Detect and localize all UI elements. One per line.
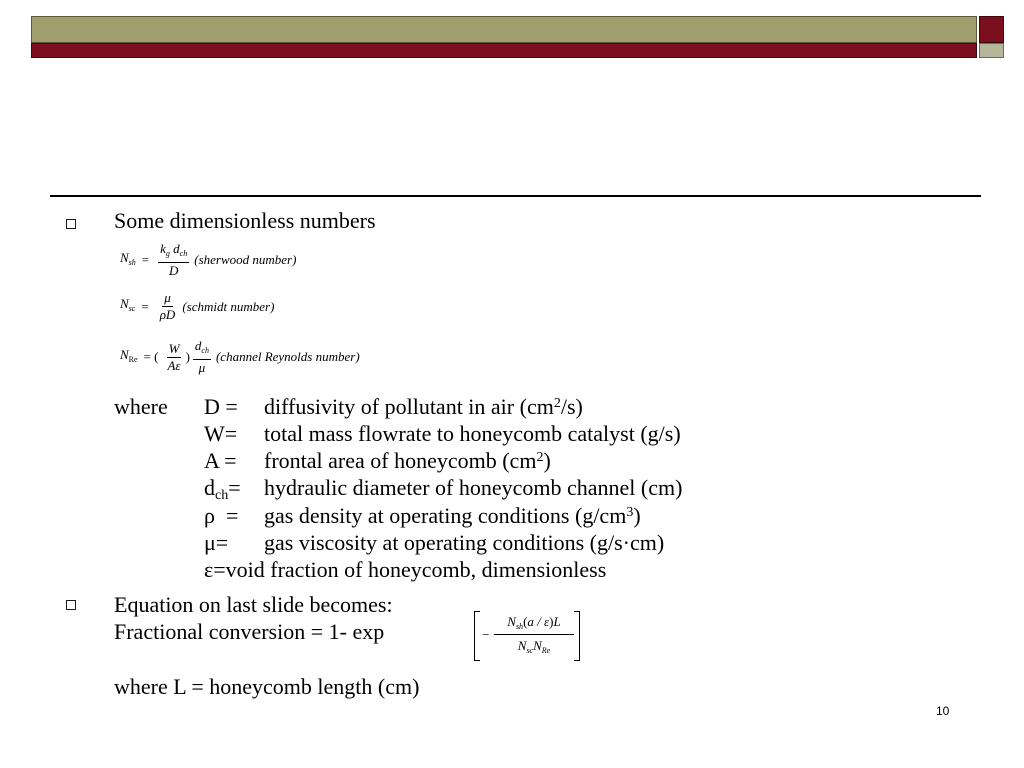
eq-equals: = [141,252,150,267]
eq-label: (sherwood number) [194,252,297,267]
equation-schmidt [120,291,274,322]
eq-symbol: $N_{Re}$ [120,346,138,364]
eq-symbol: $N_{sc}$ [120,296,136,313]
eq-label: (channel Reynolds number) [215,349,360,364]
header-bar-maroon [31,43,977,58]
bullet-title-dimensionless: Some dimensionless numbers [114,208,376,233]
exponent-denominator: $N_{sc}N_{Re}$ [517,638,551,655]
page-number: 10 [936,704,950,718]
eq-symbol: $N_{sh}$ [120,249,136,267]
minus-sign: − [482,627,490,642]
exponent-fraction-line [494,634,574,635]
exponent-numerator: $N_{sh}(a / \varepsilon)L$ [507,614,561,631]
equation-reynolds [120,339,360,375]
title-rule [50,195,981,197]
eq-equals: = [141,298,149,314]
eq-paren-close: ) [185,349,190,364]
eq-equals: = ( [143,349,159,364]
definition-row-dch: $d_{ch}=$ hydraulic diameter of honeycomb channel (cm) [204,475,683,503]
fractional-conversion-text: Fractional conversion = 1- exp [114,619,385,644]
where-label: where [114,394,168,419]
definition-row-d: D = diffusivity of pollutant in air $(cm^2/s)$ [204,394,583,419]
equation-sherwood [120,242,296,278]
definition-row-epsilon: ε=void fraction of honeycomb, dimensionless [204,557,607,582]
header-square-maroon [979,16,1004,43]
definition-row-a: A = frontal area of honeycomb $(cm^2)$ [204,448,551,473]
right-bracket [574,611,580,661]
eq-fraction-1: $\frac{W}{A\varepsilon}$ [167,340,181,373]
bullet-square-icon [66,600,76,610]
header-square-gray [979,43,1004,58]
eq-fraction-2: $\frac{d_{ch}}{\mu}$ [194,338,209,375]
eq-fraction: $\frac{\mu}{\rho D}$ [159,290,176,322]
eq-fraction: $\frac{k_g d_{ch}}{D}$ [160,241,188,278]
definition-row-w: W= total mass flowrate to honeycomb catalyst (g/s) [204,421,681,446]
definition-row-mu: μ= gas viscosity at operating conditions (g/s·cm) [204,530,665,555]
exponent-bracket-expression [474,611,580,661]
bullet-square-icon [66,219,76,229]
bullet-equation-title: Equation on last slide becomes: [114,592,393,617]
definition-row-rho: ρ = gas density at operating conditions $(g/cm^3)$ [204,503,641,528]
header-bar-olive [31,16,977,43]
left-bracket [474,611,480,661]
honeycomb-length-text: where L = honeycomb length (cm) [114,674,420,699]
eq-label: (schmidt number) [182,298,275,314]
